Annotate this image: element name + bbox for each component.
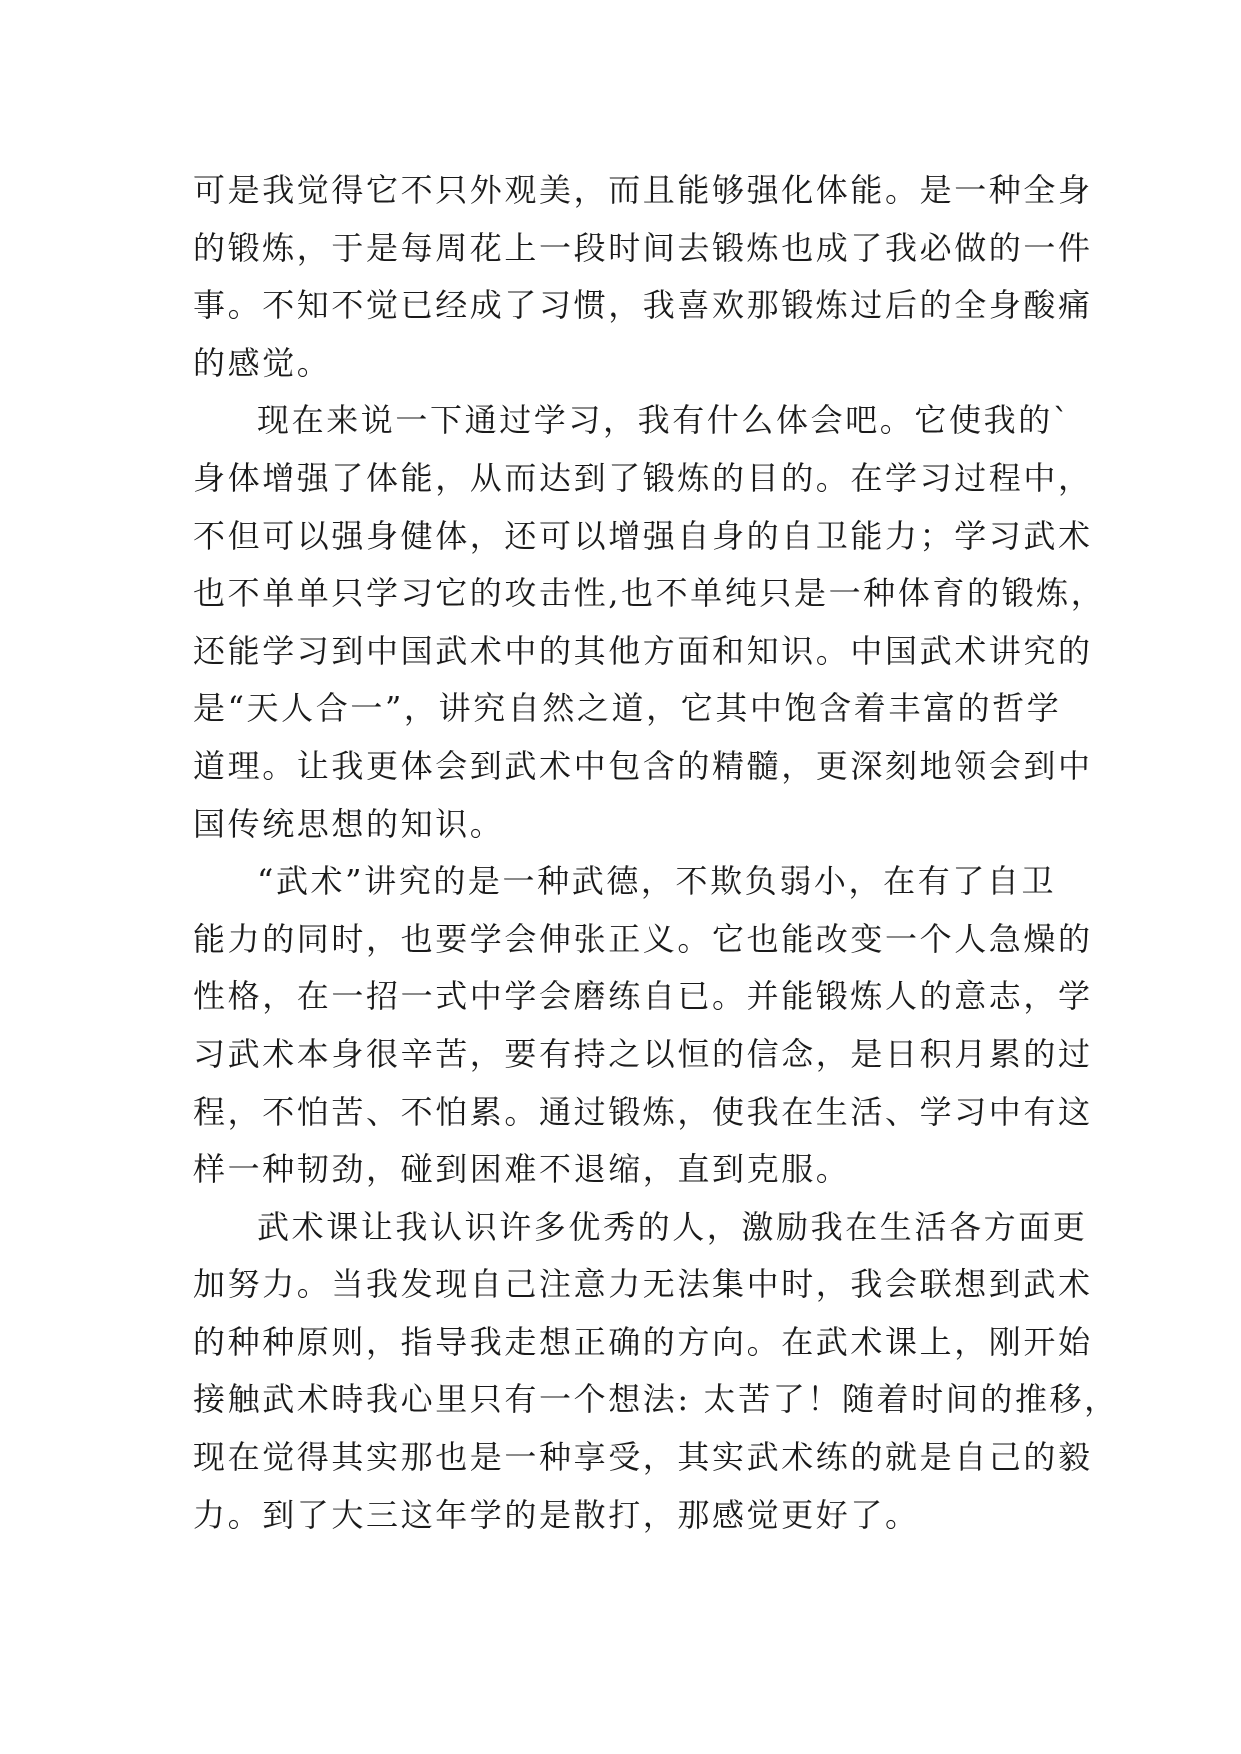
text-line: 力。到了大三这年学的是散打，那感觉更好了。 <box>193 1495 920 1534</box>
text-line: 样一种韧劲，碰到困难不退缩，直到克服。 <box>193 1150 851 1189</box>
text-line: 事。不知不觉已经成了习惯，我喜欢那锻炼过后的全身酸痛 <box>193 286 1093 325</box>
text-line: 的种种原则，指导我走想正确的方向。在武术课上，刚开始 <box>193 1322 1093 1361</box>
text-line: 加努力。当我发现自己注意力无法集中时，我会联想到武术 <box>193 1265 1093 1304</box>
text-line: 现在来说一下通过学习，我有什么体会吧。它使我的` <box>257 401 1072 440</box>
text-line: 习武术本身很辛苦，要有持之以恒的信念，是日积月累的过 <box>193 1034 1093 1073</box>
paragraph-1 <box>193 162 1093 392</box>
text-line: 身体增强了体能，从而达到了锻炼的目的。在学习过程中， <box>193 458 1093 497</box>
text-line: 还能学习到中国武术中的其他方面和知识。中国武术讲究的 <box>193 631 1093 670</box>
text-line: 武术课让我认识许多优秀的人，激励我在生活各方面更 <box>257 1207 1088 1246</box>
text-line: 是“天人合一”，讲究自然之道，它其中饱含着丰富的哲学 <box>193 689 1062 728</box>
text-line: 接触武术時我心里只有一个想法: 太苦了！随着时间的推移， <box>193 1380 1119 1419</box>
text-line: 道理。让我更体会到武术中包含的精髓，更深刻地领会到中 <box>193 746 1093 785</box>
paragraph-3 <box>193 853 1093 1199</box>
text-line: 的感觉。 <box>193 343 332 382</box>
text-line: “武术”讲究的是一种武德，不欺负弱小，在有了自卫 <box>257 862 1057 901</box>
paragraph-4 <box>193 1199 1119 1545</box>
text-line: 性格，在一招一式中学会磨练自已。并能锻炼人的意志，学 <box>193 977 1093 1016</box>
text-line: 不但可以强身健体，还可以增强自身的自卫能力；学习武术 <box>193 516 1093 555</box>
text-line: 的锻炼，于是每周花上一段时间去锻炼也成了我必做的一件 <box>193 228 1093 267</box>
text-line: 也不单单只学习它的攻击性,也不单纯只是一种体育的锻炼， <box>193 574 1106 613</box>
document-body <box>193 162 1119 1544</box>
text-line: 现在觉得其实那也是一种享受，其实武术练的就是自己的毅 <box>193 1438 1093 1477</box>
text-line: 程，不怕苦、不怕累。通过锻炼，使我在生活、学习中有这 <box>193 1092 1093 1131</box>
text-line: 能力的同时，也要学会伸张正义。它也能改变一个人急燥的 <box>193 919 1093 958</box>
text-line: 国传统思想的知识。 <box>193 804 505 843</box>
paragraph-2 <box>193 392 1106 853</box>
text-line: 可是我觉得它不只外观美，而且能够强化体能。是一种全身 <box>193 171 1093 209</box>
